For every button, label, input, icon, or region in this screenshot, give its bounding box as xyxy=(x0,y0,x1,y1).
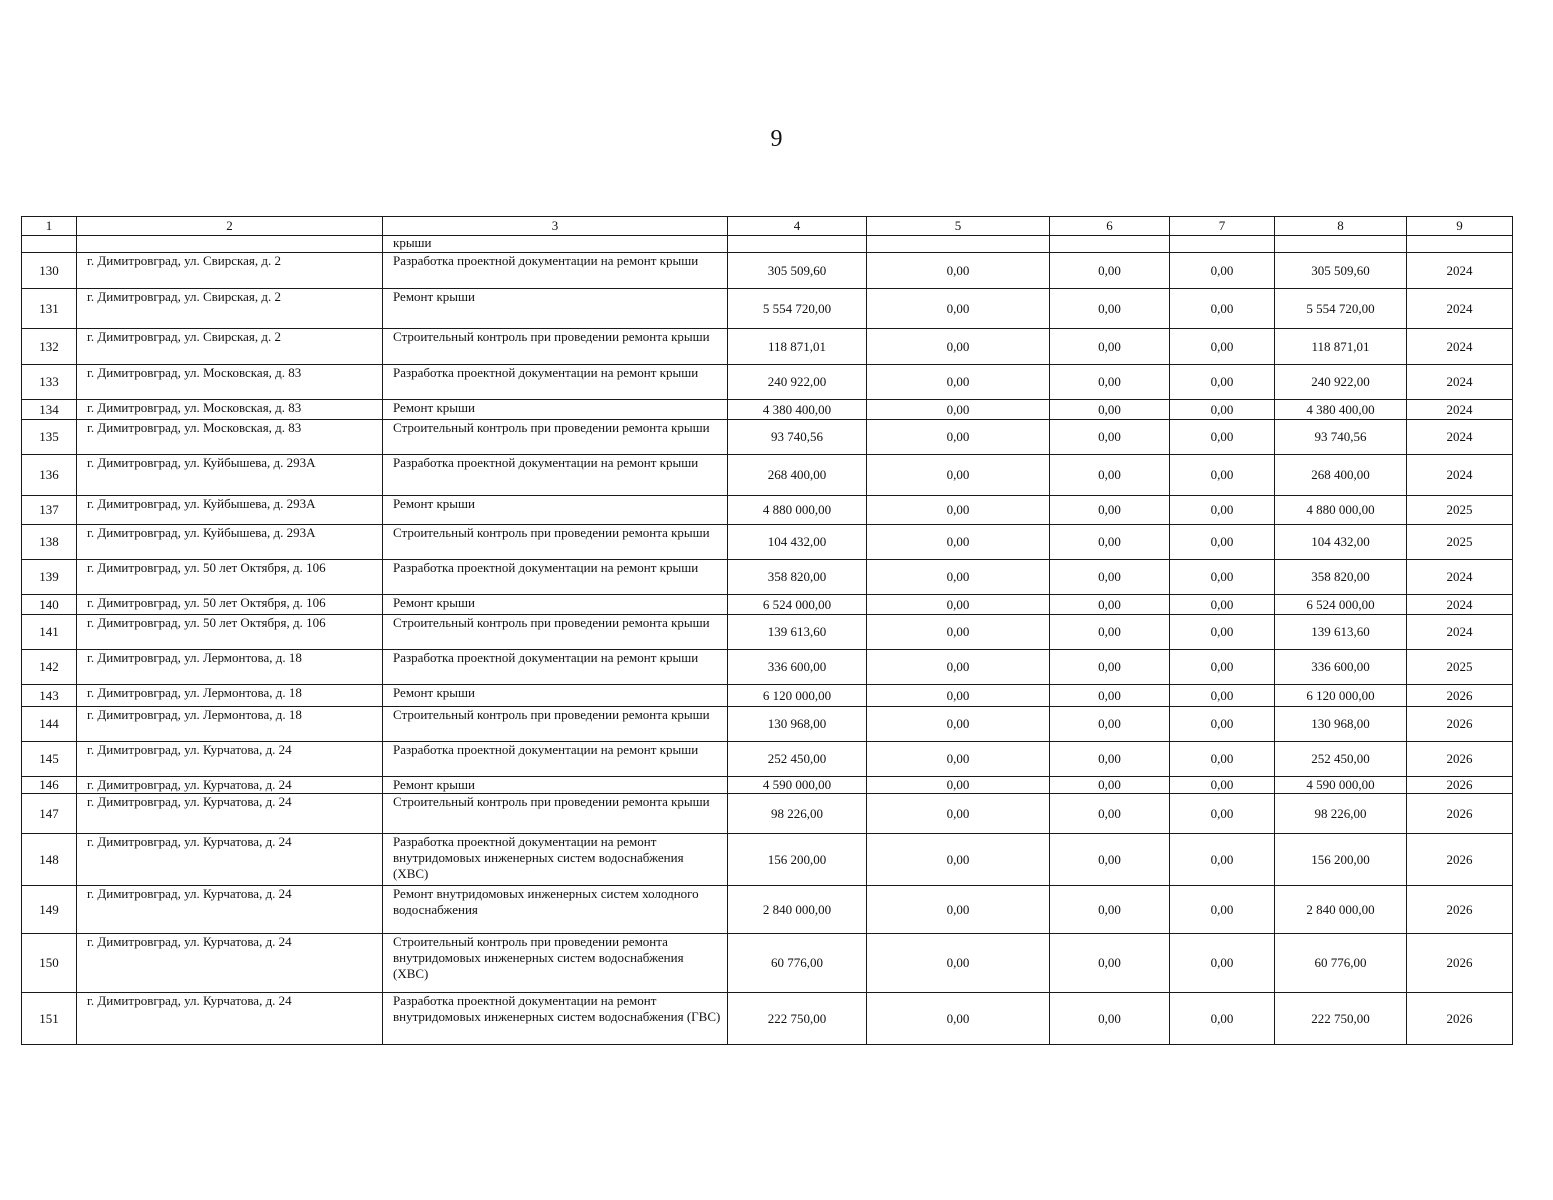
column-7-cell: 0,00 xyxy=(1170,834,1275,886)
address-cell: г. Димитровград, ул. Московская, д. 83 xyxy=(77,420,383,455)
address-cell: г. Димитровград, ул. Московская, д. 83 xyxy=(77,365,383,400)
row-number-cell: 132 xyxy=(22,329,77,365)
work-type-cell: Ремонт крыши xyxy=(383,289,728,329)
column-7-cell: 0,00 xyxy=(1170,560,1275,595)
table-row xyxy=(22,615,1513,650)
address-cell: г. Димитровград, ул. 50 лет Октября, д. 106 xyxy=(77,615,383,650)
column-5-cell: 0,00 xyxy=(867,420,1050,455)
address-cell: г. Димитровград, ул. Курчатова, д. 24 xyxy=(77,993,383,1045)
column-5-cell: 0,00 xyxy=(867,615,1050,650)
year-cell: 2024 xyxy=(1407,253,1513,289)
row-number-cell: 150 xyxy=(22,934,77,993)
total-cost-cell: 268 400,00 xyxy=(728,455,867,496)
year-cell: 2024 xyxy=(1407,400,1513,420)
column-6-cell: 0,00 xyxy=(1050,365,1170,400)
column-5-cell: 0,00 xyxy=(867,455,1050,496)
work-type-cell: Ремонт крыши xyxy=(383,685,728,707)
table-row xyxy=(22,365,1513,400)
year-cell: 2025 xyxy=(1407,496,1513,525)
column-5-cell: 0,00 xyxy=(867,742,1050,777)
column-5-cell: 0,00 xyxy=(867,707,1050,742)
work-type-cell: Разработка проектной документации на ремонт внутридомовых инженерных систем водоснабжения (ХВС) xyxy=(383,834,728,886)
work-type-cell: крыши xyxy=(383,236,728,253)
row-number-cell: 138 xyxy=(22,525,77,560)
year-cell: 2024 xyxy=(1407,365,1513,400)
row-number-cell: 134 xyxy=(22,400,77,420)
address-cell: г. Димитровград, ул. Куйбышева, д. 293А xyxy=(77,455,383,496)
row-number-cell: 137 xyxy=(22,496,77,525)
row-number-cell: 144 xyxy=(22,707,77,742)
year-cell: 2025 xyxy=(1407,650,1513,685)
column-8-cell: 60 776,00 xyxy=(1275,934,1407,993)
column-7-cell: 0,00 xyxy=(1170,525,1275,560)
table-row xyxy=(22,993,1513,1045)
row-number-cell: 143 xyxy=(22,685,77,707)
work-type-cell: Ремонт крыши xyxy=(383,595,728,615)
column-5-cell: 0,00 xyxy=(867,289,1050,329)
address-cell: г. Димитровград, ул. Курчатова, д. 24 xyxy=(77,794,383,834)
column-8-cell: 130 968,00 xyxy=(1275,707,1407,742)
year-cell: 2024 xyxy=(1407,455,1513,496)
table-cell xyxy=(728,236,867,253)
table-cell xyxy=(1050,236,1170,253)
year-cell: 2024 xyxy=(1407,329,1513,365)
total-cost-cell: 6 524 000,00 xyxy=(728,595,867,615)
year-cell: 2024 xyxy=(1407,560,1513,595)
address-cell: г. Димитровград, ул. Курчатова, д. 24 xyxy=(77,886,383,934)
table-row xyxy=(22,886,1513,934)
address-cell: г. Димитровград, ул. Курчатова, д. 24 xyxy=(77,834,383,886)
work-type-cell: Разработка проектной документации на ремонт крыши xyxy=(383,455,728,496)
column-5-cell: 0,00 xyxy=(867,329,1050,365)
column-7-cell: 0,00 xyxy=(1170,707,1275,742)
column-8-cell: 4 380 400,00 xyxy=(1275,400,1407,420)
table-row xyxy=(22,560,1513,595)
column-7-cell: 0,00 xyxy=(1170,253,1275,289)
column-8-cell: 139 613,60 xyxy=(1275,615,1407,650)
column-5-cell: 0,00 xyxy=(867,496,1050,525)
column-7-cell: 0,00 xyxy=(1170,329,1275,365)
column-7-cell: 0,00 xyxy=(1170,685,1275,707)
column-8-cell: 118 871,01 xyxy=(1275,329,1407,365)
row-number-cell: 147 xyxy=(22,794,77,834)
column-8-cell: 268 400,00 xyxy=(1275,455,1407,496)
total-cost-cell: 98 226,00 xyxy=(728,794,867,834)
total-cost-cell: 6 120 000,00 xyxy=(728,685,867,707)
work-type-cell: Ремонт крыши xyxy=(383,496,728,525)
total-cost-cell: 358 820,00 xyxy=(728,560,867,595)
column-5-cell: 0,00 xyxy=(867,253,1050,289)
column-5-cell: 0,00 xyxy=(867,400,1050,420)
column-header: 3 xyxy=(383,217,728,236)
column-header: 1 xyxy=(22,217,77,236)
address-cell: г. Димитровград, ул. Московская, д. 83 xyxy=(77,400,383,420)
column-7-cell: 0,00 xyxy=(1170,886,1275,934)
column-8-cell: 252 450,00 xyxy=(1275,742,1407,777)
total-cost-cell: 130 968,00 xyxy=(728,707,867,742)
column-6-cell: 0,00 xyxy=(1050,685,1170,707)
total-cost-cell: 240 922,00 xyxy=(728,365,867,400)
table-row xyxy=(22,525,1513,560)
column-header: 2 xyxy=(77,217,383,236)
column-8-cell: 305 509,60 xyxy=(1275,253,1407,289)
column-5-cell: 0,00 xyxy=(867,650,1050,685)
column-7-cell: 0,00 xyxy=(1170,615,1275,650)
total-cost-cell: 252 450,00 xyxy=(728,742,867,777)
column-6-cell: 0,00 xyxy=(1050,329,1170,365)
column-6-cell: 0,00 xyxy=(1050,496,1170,525)
work-type-cell: Строительный контроль при проведении ремонта крыши xyxy=(383,794,728,834)
table-row xyxy=(22,777,1513,794)
row-number-cell: 135 xyxy=(22,420,77,455)
column-6-cell: 0,00 xyxy=(1050,253,1170,289)
column-6-cell: 0,00 xyxy=(1050,707,1170,742)
table-row xyxy=(22,289,1513,329)
column-7-cell: 0,00 xyxy=(1170,365,1275,400)
column-7-cell: 0,00 xyxy=(1170,993,1275,1045)
address-cell: г. Димитровград, ул. Лермонтова, д. 18 xyxy=(77,650,383,685)
year-cell: 2024 xyxy=(1407,289,1513,329)
total-cost-cell: 336 600,00 xyxy=(728,650,867,685)
work-type-cell: Разработка проектной документации на ремонт крыши xyxy=(383,742,728,777)
work-type-cell: Строительный контроль при проведении ремонта крыши xyxy=(383,525,728,560)
row-number-cell: 149 xyxy=(22,886,77,934)
year-cell: 2026 xyxy=(1407,707,1513,742)
year-cell: 2026 xyxy=(1407,993,1513,1045)
column-header: 9 xyxy=(1407,217,1513,236)
row-number-cell: 145 xyxy=(22,742,77,777)
column-8-cell: 358 820,00 xyxy=(1275,560,1407,595)
address-cell: г. Димитровград, ул. Курчатова, д. 24 xyxy=(77,934,383,993)
continuation-row xyxy=(22,236,1513,253)
table-row xyxy=(22,329,1513,365)
column-8-cell: 156 200,00 xyxy=(1275,834,1407,886)
work-type-cell: Строительный контроль при проведении ремонта крыши xyxy=(383,420,728,455)
column-5-cell: 0,00 xyxy=(867,595,1050,615)
column-6-cell: 0,00 xyxy=(1050,595,1170,615)
work-type-cell: Ремонт внутридомовых инженерных систем холодного водоснабжения xyxy=(383,886,728,934)
year-cell: 2026 xyxy=(1407,685,1513,707)
column-8-cell: 240 922,00 xyxy=(1275,365,1407,400)
table-cell xyxy=(1170,236,1275,253)
row-number-cell: 131 xyxy=(22,289,77,329)
column-header: 8 xyxy=(1275,217,1407,236)
column-6-cell: 0,00 xyxy=(1050,650,1170,685)
column-8-cell: 93 740,56 xyxy=(1275,420,1407,455)
table-row xyxy=(22,455,1513,496)
table-row xyxy=(22,253,1513,289)
row-number-cell: 140 xyxy=(22,595,77,615)
address-cell: г. Димитровград, ул. Лермонтова, д. 18 xyxy=(77,707,383,742)
year-cell: 2026 xyxy=(1407,834,1513,886)
table-row xyxy=(22,685,1513,707)
year-cell: 2026 xyxy=(1407,794,1513,834)
row-number-cell: 142 xyxy=(22,650,77,685)
column-header: 4 xyxy=(728,217,867,236)
address-cell: г. Димитровград, ул. Свирская, д. 2 xyxy=(77,329,383,365)
table-cell xyxy=(867,236,1050,253)
column-5-cell: 0,00 xyxy=(867,993,1050,1045)
work-type-cell: Строительный контроль при проведении ремонта крыши xyxy=(383,329,728,365)
work-type-cell: Разработка проектной документации на ремонт внутридомовых инженерных систем водоснабжения (ГВС) xyxy=(383,993,728,1045)
column-6-cell: 0,00 xyxy=(1050,742,1170,777)
row-number-cell: 148 xyxy=(22,834,77,886)
column-8-cell: 6 524 000,00 xyxy=(1275,595,1407,615)
table-row xyxy=(22,742,1513,777)
column-7-cell: 0,00 xyxy=(1170,742,1275,777)
year-cell: 2025 xyxy=(1407,525,1513,560)
work-type-cell: Разработка проектной документации на ремонт крыши xyxy=(383,650,728,685)
column-5-cell: 0,00 xyxy=(867,560,1050,595)
row-number-cell: 146 xyxy=(22,777,77,794)
total-cost-cell: 2 840 000,00 xyxy=(728,886,867,934)
column-6-cell: 0,00 xyxy=(1050,886,1170,934)
table-row xyxy=(22,400,1513,420)
column-5-cell: 0,00 xyxy=(867,365,1050,400)
address-cell: г. Димитровград, ул. Свирская, д. 2 xyxy=(77,253,383,289)
year-cell: 2024 xyxy=(1407,615,1513,650)
column-6-cell: 0,00 xyxy=(1050,289,1170,329)
column-8-cell: 98 226,00 xyxy=(1275,794,1407,834)
column-number-header-row xyxy=(22,217,1513,236)
table-row xyxy=(22,595,1513,615)
column-6-cell: 0,00 xyxy=(1050,420,1170,455)
total-cost-cell: 4 880 000,00 xyxy=(728,496,867,525)
column-6-cell: 0,00 xyxy=(1050,615,1170,650)
address-cell: г. Димитровград, ул. Курчатова, д. 24 xyxy=(77,742,383,777)
work-type-cell: Ремонт крыши xyxy=(383,777,728,794)
row-number-cell: 133 xyxy=(22,365,77,400)
column-8-cell: 336 600,00 xyxy=(1275,650,1407,685)
column-7-cell: 0,00 xyxy=(1170,794,1275,834)
year-cell: 2026 xyxy=(1407,742,1513,777)
total-cost-cell: 305 509,60 xyxy=(728,253,867,289)
address-cell: г. Димитровград, ул. Свирская, д. 2 xyxy=(77,289,383,329)
row-number-cell: 136 xyxy=(22,455,77,496)
column-8-cell: 222 750,00 xyxy=(1275,993,1407,1045)
column-8-cell: 4 590 000,00 xyxy=(1275,777,1407,794)
table-cell xyxy=(1275,236,1407,253)
total-cost-cell: 4 380 400,00 xyxy=(728,400,867,420)
year-cell: 2026 xyxy=(1407,777,1513,794)
address-cell: г. Димитровград, ул. Курчатова, д. 24 xyxy=(77,777,383,794)
table-row xyxy=(22,934,1513,993)
column-7-cell: 0,00 xyxy=(1170,400,1275,420)
column-8-cell: 104 432,00 xyxy=(1275,525,1407,560)
table-row xyxy=(22,707,1513,742)
table-row xyxy=(22,834,1513,886)
total-cost-cell: 104 432,00 xyxy=(728,525,867,560)
column-7-cell: 0,00 xyxy=(1170,496,1275,525)
column-5-cell: 0,00 xyxy=(867,777,1050,794)
year-cell: 2026 xyxy=(1407,934,1513,993)
column-5-cell: 0,00 xyxy=(867,834,1050,886)
work-type-cell: Строительный контроль при проведении ремонта крыши xyxy=(383,707,728,742)
table-cell xyxy=(1407,236,1513,253)
column-6-cell: 0,00 xyxy=(1050,794,1170,834)
total-cost-cell: 118 871,01 xyxy=(728,329,867,365)
total-cost-cell: 60 776,00 xyxy=(728,934,867,993)
page-number: 9 xyxy=(770,126,783,152)
total-cost-cell: 93 740,56 xyxy=(728,420,867,455)
column-7-cell: 0,00 xyxy=(1170,777,1275,794)
address-cell: г. Димитровград, ул. 50 лет Октября, д. 106 xyxy=(77,560,383,595)
row-number-cell: 130 xyxy=(22,253,77,289)
column-7-cell: 0,00 xyxy=(1170,420,1275,455)
column-6-cell: 0,00 xyxy=(1050,777,1170,794)
table-row xyxy=(22,496,1513,525)
column-header: 5 xyxy=(867,217,1050,236)
column-6-cell: 0,00 xyxy=(1050,934,1170,993)
year-cell: 2024 xyxy=(1407,595,1513,615)
total-cost-cell: 222 750,00 xyxy=(728,993,867,1045)
row-number-cell: 141 xyxy=(22,615,77,650)
column-8-cell: 6 120 000,00 xyxy=(1275,685,1407,707)
column-5-cell: 0,00 xyxy=(867,685,1050,707)
work-type-cell: Ремонт крыши xyxy=(383,400,728,420)
work-type-cell: Строительный контроль при проведении ремонта внутридомовых инженерных систем водоснабжения (ХВС) xyxy=(383,934,728,993)
address-cell: г. Димитровград, ул. Лермонтова, д. 18 xyxy=(77,685,383,707)
address-cell: г. Димитровград, ул. Куйбышева, д. 293А xyxy=(77,525,383,560)
column-5-cell: 0,00 xyxy=(867,525,1050,560)
total-cost-cell: 5 554 720,00 xyxy=(728,289,867,329)
column-5-cell: 0,00 xyxy=(867,886,1050,934)
column-8-cell: 4 880 000,00 xyxy=(1275,496,1407,525)
work-type-cell: Строительный контроль при проведении ремонта крыши xyxy=(383,615,728,650)
total-cost-cell: 139 613,60 xyxy=(728,615,867,650)
address-cell: г. Димитровград, ул. 50 лет Октября, д. 106 xyxy=(77,595,383,615)
table-row xyxy=(22,650,1513,685)
column-6-cell: 0,00 xyxy=(1050,525,1170,560)
column-8-cell: 5 554 720,00 xyxy=(1275,289,1407,329)
column-7-cell: 0,00 xyxy=(1170,289,1275,329)
column-7-cell: 0,00 xyxy=(1170,934,1275,993)
repair-plan-table xyxy=(21,216,1513,1045)
table-cell xyxy=(22,236,77,253)
column-6-cell: 0,00 xyxy=(1050,834,1170,886)
table-row xyxy=(22,794,1513,834)
column-6-cell: 0,00 xyxy=(1050,400,1170,420)
column-header: 7 xyxy=(1170,217,1275,236)
column-6-cell: 0,00 xyxy=(1050,560,1170,595)
work-type-cell: Разработка проектной документации на ремонт крыши xyxy=(383,365,728,400)
work-type-cell: Разработка проектной документации на ремонт крыши xyxy=(383,560,728,595)
row-number-cell: 151 xyxy=(22,993,77,1045)
year-cell: 2026 xyxy=(1407,886,1513,934)
total-cost-cell: 156 200,00 xyxy=(728,834,867,886)
table-row xyxy=(22,420,1513,455)
column-8-cell: 2 840 000,00 xyxy=(1275,886,1407,934)
column-5-cell: 0,00 xyxy=(867,794,1050,834)
total-cost-cell: 4 590 000,00 xyxy=(728,777,867,794)
address-cell: г. Димитровград, ул. Куйбышева, д. 293А xyxy=(77,496,383,525)
table-cell xyxy=(77,236,383,253)
column-header: 6 xyxy=(1050,217,1170,236)
column-6-cell: 0,00 xyxy=(1050,455,1170,496)
column-7-cell: 0,00 xyxy=(1170,595,1275,615)
column-7-cell: 0,00 xyxy=(1170,455,1275,496)
row-number-cell: 139 xyxy=(22,560,77,595)
year-cell: 2024 xyxy=(1407,420,1513,455)
work-type-cell: Разработка проектной документации на ремонт крыши xyxy=(383,253,728,289)
column-7-cell: 0,00 xyxy=(1170,650,1275,685)
column-5-cell: 0,00 xyxy=(867,934,1050,993)
column-6-cell: 0,00 xyxy=(1050,993,1170,1045)
